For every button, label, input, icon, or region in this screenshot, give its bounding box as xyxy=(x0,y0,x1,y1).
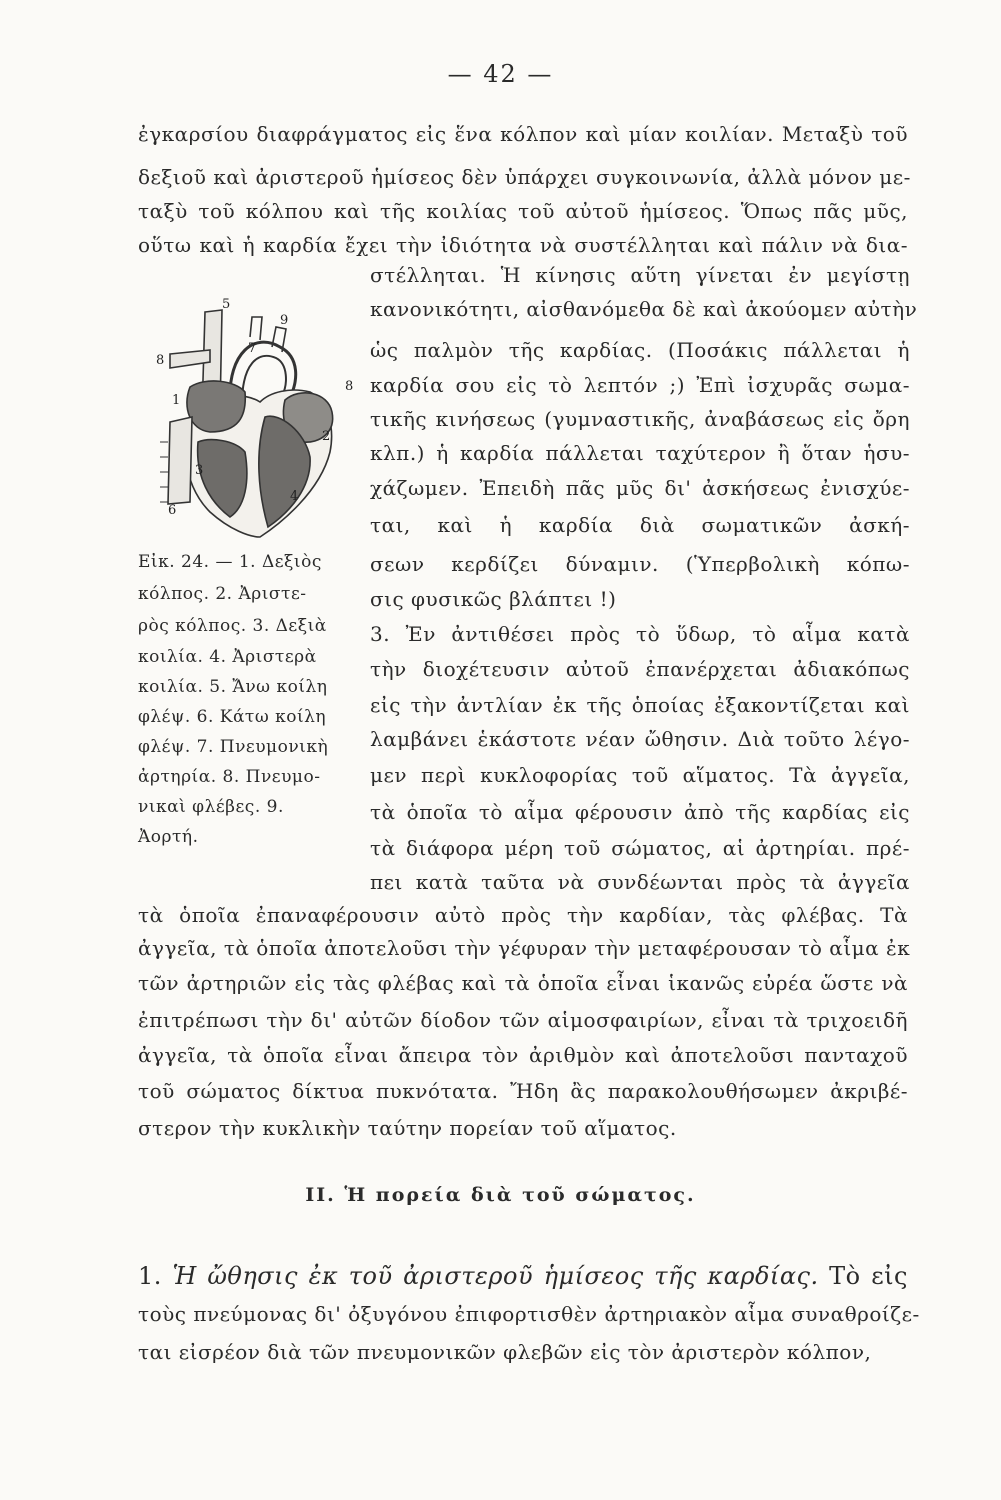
text-line: στέλληται. Ἡ κίνησις αὕτη γίνεται ἐν μεγίστῃ xyxy=(370,263,910,287)
text-line: σις φυσικῶς βλάπτει !) xyxy=(370,587,617,611)
text-line: τὴν διοχέτευσιν αὐτοῦ ἐπανέρχεται ἀδιακόπως xyxy=(370,657,910,681)
figure-caption-line: ρὸς κόλπος. 3. Δεξιὰ xyxy=(138,616,327,636)
text-line: ταξὺ τοῦ κόλπου καὶ τῆς κοιλίας τοῦ αὐτοῦ ἡμίσεος. Ὅπως πᾶς μῦς, xyxy=(138,199,908,223)
text-line: κλπ.) ἡ καρδία πάλλεται ταχύτερον ἢ ὅταν ἡσυ- xyxy=(370,441,910,465)
figure-caption-line: κοιλία. 4. Ἀριστερὰ xyxy=(138,647,317,667)
subsection-heading xyxy=(138,1262,908,1290)
text-line: ὡς παλμὸν τῆς καρδίας. (Ποσάκις πάλλεται ἡ xyxy=(370,338,910,362)
text-line: οὕτω καὶ ἡ καρδία ἔχει τὴν ἰδιότητα νὰ συστέλληται καὶ πάλιν νὰ δια- xyxy=(138,233,908,257)
text-line: τικῆς κινήσεως (γυμναστικῆς, ἀναβάσεως εἰς ὄρη xyxy=(370,407,910,431)
heart-diagram xyxy=(150,292,360,542)
figure-caption-line: Ἀορτή. xyxy=(138,827,199,847)
text-line: μεν περὶ κυκλοφορίας τοῦ αἵματος. Τὰ ἀγγεῖα, xyxy=(370,763,910,787)
figure-label: 5 xyxy=(222,297,231,312)
text-line: τοῦ σώματος δίκτυα πυκνότατα. Ἤδη ἂς παρακολουθήσωμεν ἀκριβέ- xyxy=(138,1079,908,1103)
heading-title: Ἡ ὤθησις ἐκ τοῦ ἀριστεροῦ ἡμίσεος τῆς καρδίας. xyxy=(172,1262,819,1290)
text-line: 3. Ἐν ἀντιθέσει πρὸς τὸ ὕδωρ, τὸ αἷμα κατὰ xyxy=(370,622,910,646)
figure-label: 9 xyxy=(280,313,289,328)
figure-caption-line: κοιλία. 5. Ἄνω κοίλη xyxy=(138,677,328,697)
text-line: πει κατὰ ταῦτα νὰ συνδέωνται πρὸς τὰ ἀγγεῖα xyxy=(370,870,910,894)
figure-caption-line: ἀρτηρία. 8. Πνευμο- xyxy=(138,767,321,787)
text-line: τὰ ὁποῖα τὸ αἷμα φέρουσιν ἀπὸ τῆς καρδίας εἰς xyxy=(370,800,910,824)
text-line: τὰ διάφορα μέρη τοῦ σώματος, αἱ ἀρτηρίαι. πρέ- xyxy=(370,836,910,860)
page-number: — 42 — xyxy=(447,60,554,88)
text-line: στερον τὴν κυκλικὴν ταύτην πορείαν τοῦ αἵματος. xyxy=(138,1116,677,1140)
text-line: τοὺς πνεύμονας δι' ὀξυγόνου ἐπιφορτισθὲν ἀρτηριακὸν αἷμα συναθροίζε- xyxy=(138,1302,920,1326)
figure-label: 7 xyxy=(248,341,257,356)
heading-number: 1. xyxy=(138,1262,162,1290)
text-line: τῶν ἀρτηριῶν εἰς τὰς φλέβας καὶ τὰ ὁποῖα εἶναι ἱκανῶς εὐρέα ὥστε νὰ xyxy=(138,971,908,995)
text-line: λαμβάνει ἑκάστοτε νέαν ὤθησιν. Διὰ τοῦτο λέγο- xyxy=(370,727,910,751)
figure-caption-line: Εἰκ. 24. — 1. Δεξιὸς xyxy=(138,552,322,572)
text-line: ἐγκαρσίου διαφράγματος εἰς ἕνα κόλπον καὶ μίαν κοιλίαν. Μεταξὺ τοῦ xyxy=(138,122,908,146)
text-line: ἀγγεῖα, τὰ ὁποῖα εἶναι ἄπειρα τὸν ἀριθμὸν καὶ ἀποτελοῦσι πανταχοῦ xyxy=(138,1043,908,1067)
figure-label: 4 xyxy=(290,489,299,504)
text-line: δεξιοῦ καὶ ἀριστεροῦ ἡμίσεος δὲν ὑπάρχει συγκοινωνία, ἀλλὰ μόνον με- xyxy=(138,165,911,189)
section-title: II. Ἡ πορεία διὰ τοῦ σώματος. xyxy=(305,1184,696,1206)
text-line: καρδία σου εἰς τὸ λεπτόν ;) Ἐπὶ ἰσχυρᾶς σωμα- xyxy=(370,373,910,397)
figure-caption-line: φλέψ. 6. Κάτω κοίλη xyxy=(138,707,327,727)
figure-label: 3 xyxy=(195,463,204,478)
figure-label: 2 xyxy=(322,429,331,444)
figure-label: 1 xyxy=(172,393,181,408)
text-line: ται εἰσρέον διὰ τῶν πνευμονικῶν φλεβῶν εἰς τὸν ἀριστερὸν κόλπον, xyxy=(138,1340,872,1364)
text-line: σεων κερδίζει δύναμιν. (Ὑπερβολικὴ κόπω- xyxy=(370,552,910,576)
figure-caption-line: φλέψ. 7. Πνευμονικὴ xyxy=(138,737,329,757)
text-line: χάζωμεν. Ἐπειδὴ πᾶς μῦς δι' ἀσκήσεως ἐνισχύε- xyxy=(370,476,910,500)
heading-text: Τὸ εἰς xyxy=(829,1262,908,1290)
text-line: ἀγγεῖα, τὰ ὁποῖα ἀποτελοῦσι τὴν γέφυραν τὴν μεταφέρουσαν τὸ αἷμα ἐκ xyxy=(138,936,911,960)
text-line: τὰ ὁποῖα ἐπαναφέρουσιν αὐτὸ πρὸς τὴν καρδίαν, τὰς φλέβας. Τὰ xyxy=(138,903,908,927)
figure-label: 8 xyxy=(156,353,165,368)
figure-label: 6 xyxy=(168,503,177,518)
text-line: ται, καὶ ἡ καρδία διὰ σωματικῶν ἀσκή- xyxy=(370,513,910,537)
text-line: κανονικότητι, αἰσθανόμεθα δὲ καὶ ἀκούομεν αὐτὴν xyxy=(370,297,918,321)
figure-caption-line: κόλπος. 2. Ἀριστε- xyxy=(138,584,307,604)
text-line: ἐπιτρέπωσι τὴν δι' αὐτῶν δίοδον τῶν αἱμοσφαιρίων, εἶναι τὰ τριχοειδῆ xyxy=(138,1008,908,1032)
text-line: εἰς τὴν ἀντλίαν ἐκ τῆς ὁποίας ἐξακοντίζεται καὶ xyxy=(370,693,910,717)
figure-label: 8 xyxy=(345,379,354,394)
figure-caption-line: νικαὶ φλέβες. 9. xyxy=(138,797,284,817)
